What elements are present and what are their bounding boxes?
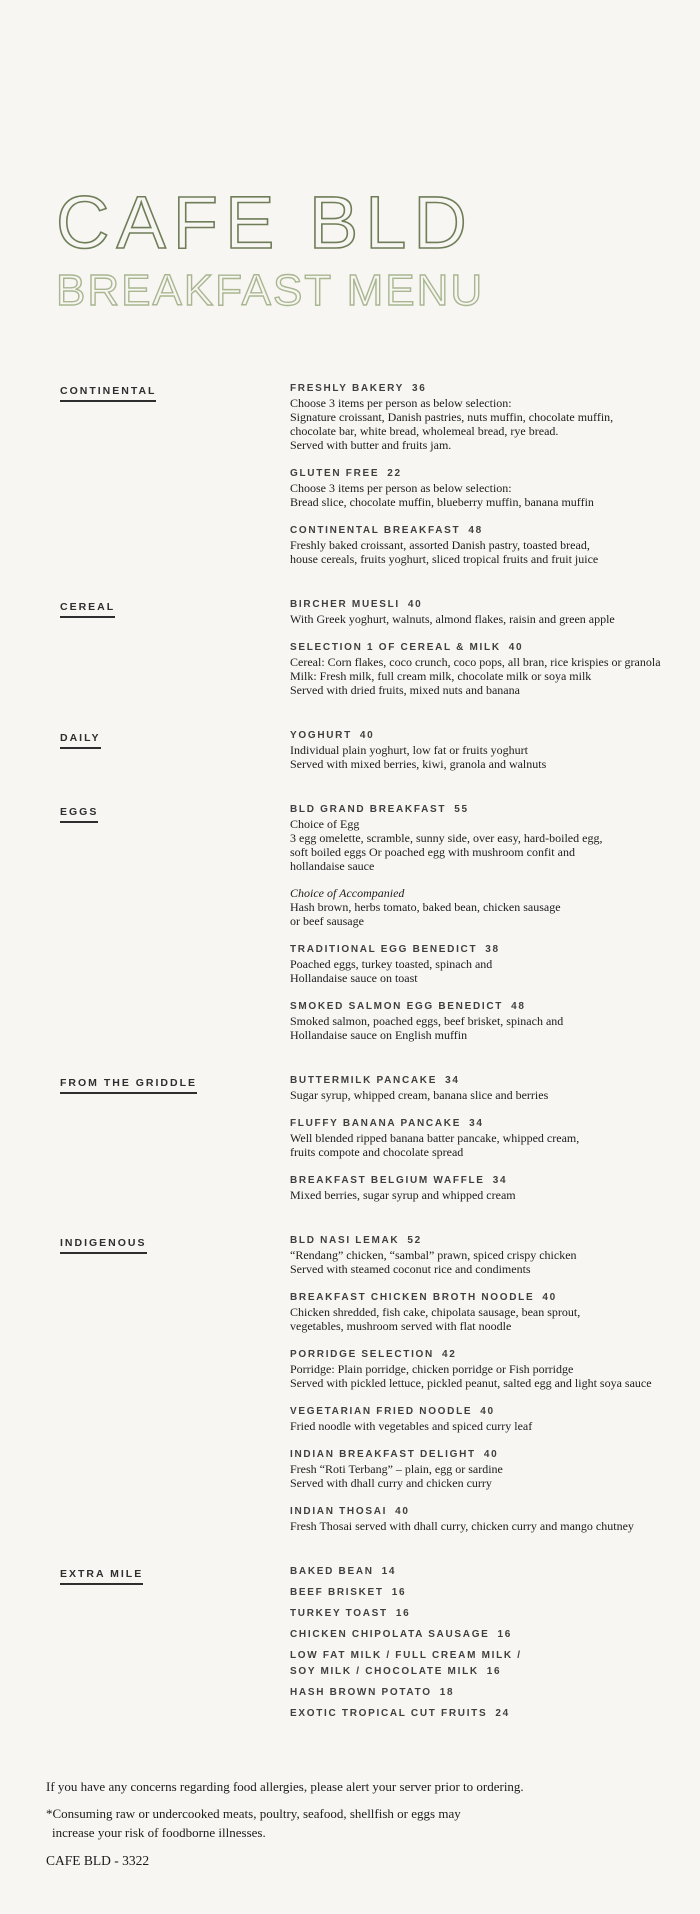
menu-section [60,727,700,771]
item-name: CONTINENTAL BREAKFAST [290,525,461,536]
section-label: CONTINENTAL [60,385,156,402]
item-description-line: Chicken shredded, fish cake, chipolata sausage, bean sprout, [290,1305,581,1319]
item-price: 24 [495,1708,510,1719]
section-items [290,801,700,1042]
item-description-line: Hollandaise sauce on toast [290,971,418,985]
item-price: 40 [395,1506,410,1517]
item-name-line [290,1072,700,1088]
item-name-line [290,596,700,612]
section-label: EGGS [60,806,98,823]
menu-item [290,941,700,985]
item-name: YOGHURT [290,730,352,741]
item-description-line: Poached eggs, turkey toasted, spinach and [290,957,493,971]
item-description-line: Milk: Fresh milk, full cream milk, chocolate milk or soya milk [290,669,592,683]
item-name-line [290,1346,700,1362]
item-name: CHICKEN CHIPOLATA SAUSAGE [290,1629,490,1640]
item-price: 42 [441,1349,457,1360]
item-name: TRADITIONAL EGG BENEDICT [290,944,478,955]
menu-footer [46,1777,670,1870]
menu-page-id: CAFE BLD - 3322 [46,1853,150,1868]
menu-item [290,1563,700,1579]
consumer-advisory-line2: increase your risk of foodborne illnesses. [52,1825,266,1840]
item-price: 52 [407,1235,422,1246]
item-description-line: With Greek yoghurt, walnuts, almond flakes, raisin and green apple [290,612,615,626]
menu-item [290,1705,700,1721]
menu-item [290,1605,700,1621]
item-price: 48 [468,525,483,536]
menu-item [290,639,700,697]
menu-section [60,380,700,566]
item-description-line: Fresh Thosai served with dhall curry, chicken curry and mango chutney [290,1519,634,1533]
item-name: TURKEY TOAST [290,1608,388,1619]
item-description-line: Freshly baked croissant, assorted Danish pastry, toasted bread, [290,538,590,552]
item-description-line: Served with dhall curry and chicken curry [290,1476,492,1490]
item-name-line [290,941,700,957]
item-accompaniment [290,886,700,928]
menu-item [290,596,700,626]
item-name-line [290,1584,700,1600]
item-description-line: hollandaise sauce [290,859,375,873]
item-price: 16 [391,1587,407,1598]
menu-section [60,801,700,1042]
section-items [290,380,700,566]
section-label: INDIGENOUS [60,1237,147,1254]
item-description-line: Choice of Egg [290,817,360,831]
section-label-col [60,727,290,749]
menu-item [290,1232,700,1276]
item-description-line: or beef sausage [290,914,364,928]
item-name: BREAKFAST BELGIUM WAFFLE [290,1175,485,1186]
item-name-line [290,522,700,538]
item-name: VEGETARIAN FRIED NOODLE [290,1406,473,1417]
item-description-line: Mixed berries, sugar syrup and whipped cream [290,1188,516,1202]
item-name-line [290,1663,700,1679]
item-name: GLUTEN FREE [290,468,380,479]
menu-item [290,1647,700,1679]
item-description-line: “Rendang” chicken, “sambal” prawn, spiced crispy chicken [290,1248,577,1262]
item-description-line: Served with pickled lettuce, pickled peanut, salted egg and light soya sauce [290,1376,652,1390]
item-description-line: Fresh “Roti Terbang” – plain, egg or sardine [290,1462,503,1476]
item-price: 14 [381,1566,397,1577]
item-name: EXOTIC TROPICAL CUT FRUITS [290,1708,488,1719]
item-price: 18 [439,1687,455,1698]
item-description-line: 3 egg omelette, scramble, sunny side, over easy, hard-boiled egg, [290,831,603,845]
consumer-advisory-line1: *Consuming raw or undercooked meats, poultry, seafood, shellfish or eggs may [46,1806,461,1821]
item-name: LOW FAT MILK / FULL CREAM MILK / [290,1650,522,1661]
item-name: HASH BROWN POTATO [290,1687,432,1698]
menu-item [290,998,700,1042]
item-name: BREAKFAST CHICKEN BROTH NOODLE [290,1292,535,1303]
item-name: SMOKED SALMON EGG BENEDICT [290,1001,504,1012]
item-description-line: Choose 3 items per person as below selection: [290,396,512,410]
item-name-line [290,1626,700,1642]
section-items [290,1072,700,1202]
menu-section [60,1072,700,1202]
item-name-line [290,465,700,481]
item-description-line: Served with dried fruits, mixed nuts and banana [290,683,520,697]
menu-item [290,1289,700,1333]
item-description-line: chocolate bar, white bread, wholemeal bread, rye bread. [290,424,559,438]
item-name-line [290,380,700,396]
menu-item [290,1403,700,1433]
menu-item [290,727,700,771]
item-price: 40 [359,730,375,741]
item-price: 40 [508,642,524,653]
item-name: SOY MILK / CHOCOLATE MILK [290,1666,479,1677]
item-price: 34 [469,1118,484,1129]
item-description-line: soft boiled eggs Or poached egg with mushroom confit and [290,845,575,859]
item-description-line: Fried noodle with vegetables and spiced curry leaf [290,1419,533,1433]
item-price: 34 [492,1175,508,1186]
item-price: 16 [395,1608,411,1619]
item-name: FLUFFY BANANA PANCAKE [290,1118,462,1129]
section-label-col [60,801,290,823]
item-price: 38 [485,944,500,955]
item-name: PORRIDGE SELECTION [290,1349,434,1360]
menu-section [60,1563,700,1726]
item-description-line: Signature croissant, Danish pastries, nuts muffin, chocolate muffin, [290,410,614,424]
item-description-line: Choose 3 items per person as below selection: [290,481,512,495]
section-label: DAILY [60,732,101,749]
item-name-line [290,639,700,655]
item-name-line [290,1684,700,1700]
item-description-line: Hollandaise sauce on English muffin [290,1028,468,1042]
item-name-line [290,1446,700,1462]
allergy-notice: If you have any concerns regarding food allergies, please alert your server prior to ordering. [46,1779,524,1794]
item-name-line [290,1232,700,1248]
item-description-line: Hash brown, herbs tomato, baked bean, chicken sausage [290,900,561,914]
menu-section [60,1232,700,1533]
item-description-line: fruits compote and chocolate spread [290,1145,464,1159]
item-name: BUTTERMILK PANCAKE [290,1075,438,1086]
section-label-col [60,380,290,402]
item-name-line [290,801,700,817]
item-price: 48 [511,1001,526,1012]
item-description-line: house cereals, fruits yoghurt, sliced tropical fruits and fruit juice [290,552,599,566]
item-description-line: vegetables, mushroom served with flat noodle [290,1319,512,1333]
item-description-line: Served with mixed berries, kiwi, granola and walnuts [290,757,547,771]
menu-item [290,465,700,509]
menu-item [290,380,700,452]
item-name-line [290,1289,700,1305]
menu-item [290,1503,700,1533]
item-description-line: Individual plain yoghurt, low fat or fruits yoghurt [290,743,528,757]
item-price: 16 [486,1666,502,1677]
menu-sections [60,380,700,1756]
section-label-col [60,1563,290,1585]
item-name-line [290,998,700,1014]
section-label-col [60,596,290,618]
item-name: BLD GRAND BREAKFAST [290,804,447,815]
item-description-line: Sugar syrup, whipped cream, banana slice and berries [290,1088,549,1102]
menu-item [290,801,700,928]
item-name: SELECTION 1 OF CEREAL & MILK [290,642,501,653]
section-items [290,596,700,697]
item-name-line [290,1115,700,1131]
item-name: INDIAN THOSAI [290,1506,388,1517]
item-description-line: Served with butter and fruits jam. [290,438,452,452]
item-description-line: Smoked salmon, poached eggs, beef brisket, spinach and [290,1014,564,1028]
item-price: 16 [497,1629,513,1640]
item-name-line [290,1705,700,1721]
section-items [290,727,700,771]
menu-item [290,1172,700,1202]
item-name: FRESHLY BAKERY [290,383,405,394]
item-price: 40 [407,599,423,610]
section-label: CEREAL [60,601,115,618]
menu-item [290,522,700,566]
menu-item [290,1626,700,1642]
item-price: 40 [480,1406,495,1417]
section-label-col [60,1232,290,1254]
item-price: 22 [387,468,402,479]
item-price: 40 [483,1449,499,1460]
section-label-col [60,1072,290,1094]
item-name-line [290,1563,700,1579]
menu-item [290,1584,700,1600]
item-name: BAKED BEAN [290,1566,374,1577]
restaurant-title: CAFE BLD [56,181,474,264]
menu-item [290,1446,700,1490]
item-description-line: Well blended ripped banana batter pancake, whipped cream, [290,1131,580,1145]
section-items [290,1232,700,1533]
item-price: 34 [445,1075,460,1086]
item-description-line: Porridge: Plain porridge, chicken porridge or Fish porridge [290,1362,574,1376]
section-label: EXTRA MILE [60,1568,143,1585]
item-price: 40 [542,1292,557,1303]
menu-item [290,1684,700,1700]
item-name: INDIAN BREAKFAST DELIGHT [290,1449,476,1460]
menu-section [60,596,700,697]
item-name-line [290,727,700,743]
item-name-line [290,1647,700,1663]
menu-header [56,181,485,315]
item-name-line [290,1403,700,1419]
menu-item [290,1346,700,1390]
item-accompaniment-lead: Choice of Accompanied [290,886,405,900]
item-name-line [290,1172,700,1188]
section-items [290,1563,700,1726]
item-price: 55 [454,804,469,815]
item-name-line [290,1605,700,1621]
item-name-line [290,1503,700,1519]
menu-item [290,1072,700,1102]
item-description-line: Cereal: Corn flakes, coco crunch, coco pops, all bran, rice krispies or granola [290,655,661,669]
item-description-line: Bread slice, chocolate muffin, blueberry muffin, banana muffin [290,495,594,509]
menu-subtitle: BREAKFAST MENU [56,266,485,315]
menu-item [290,1115,700,1159]
item-price: 36 [412,383,427,394]
item-name: BLD NASI LEMAK [290,1235,400,1246]
item-description-line: Served with steamed coconut rice and condiments [290,1262,531,1276]
item-name: BIRCHER MUESLI [290,599,400,610]
item-name: BEEF BRISKET [290,1587,384,1598]
section-label: FROM THE GRIDDLE [60,1077,197,1094]
